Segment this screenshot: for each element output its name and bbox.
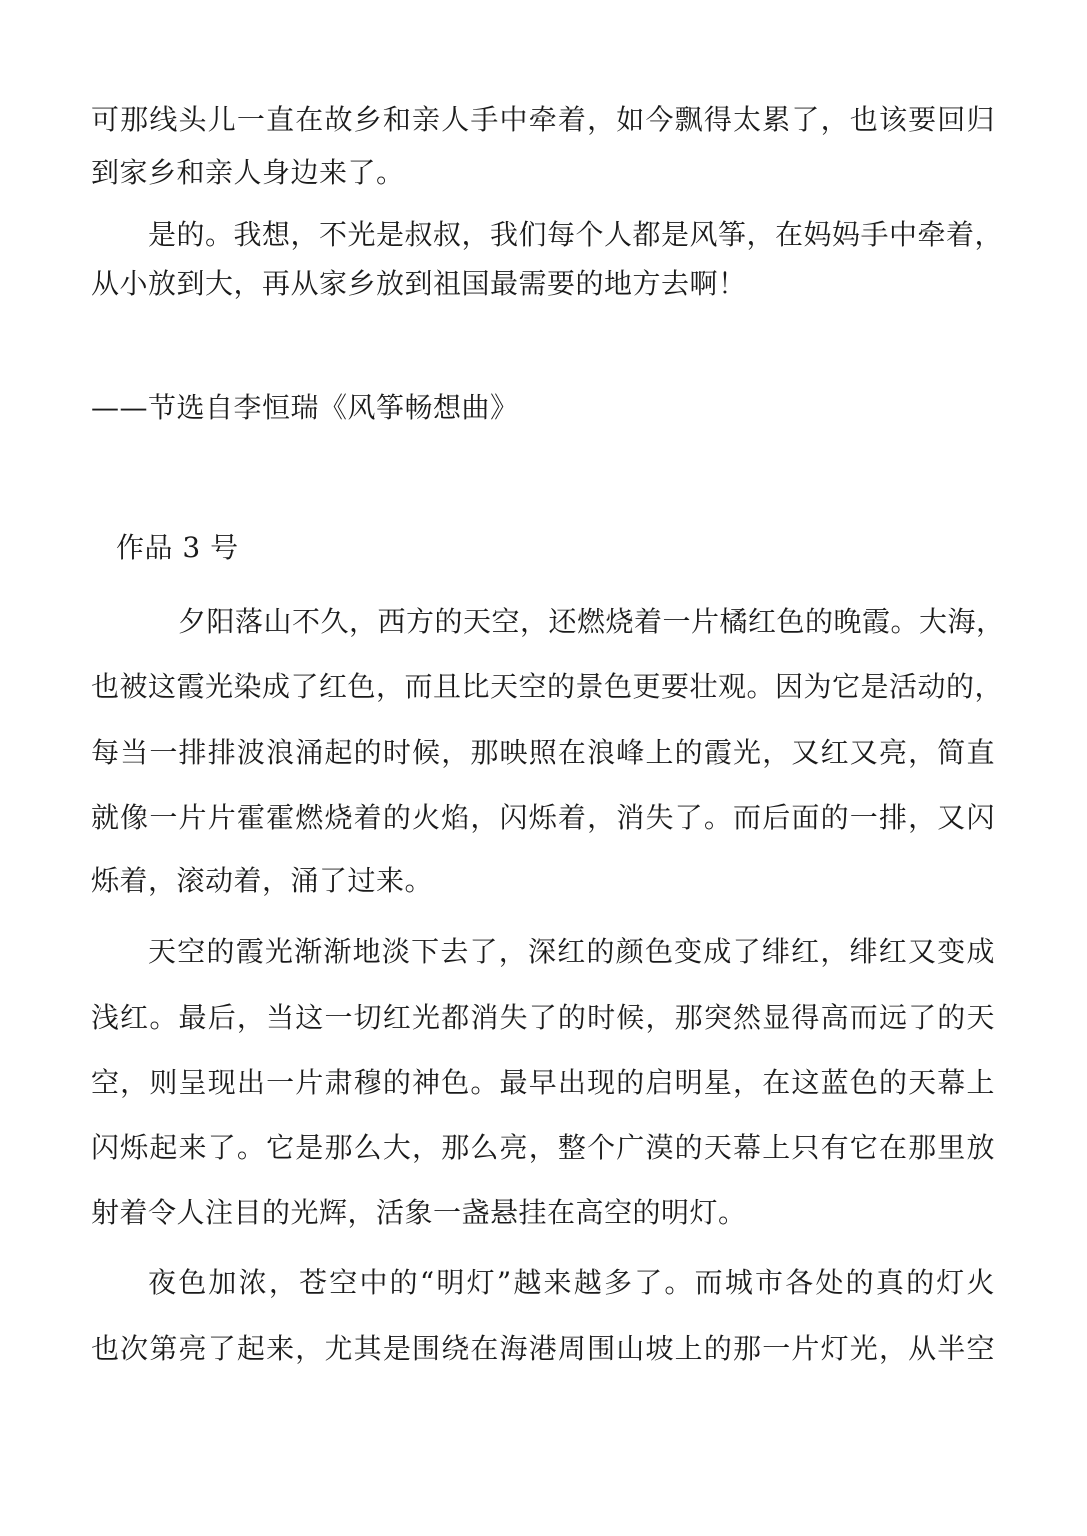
text-line: 射着令人注目的光辉，活象一盏悬挂在高空的明灯。 [91, 1196, 747, 1229]
paragraph-first-line: 天空的霞光渐渐地淡下去了，深红的颜色变成了绯红，绯红又变成 [148, 935, 995, 968]
work-title: 作品 3 号 [116, 531, 239, 564]
text-line: 每当一排排波浪涌起的时候，那映照在浪峰上的霞光，又红又亮，简直 [91, 736, 995, 769]
text-line: 浅红。最后，当这一切红光都消失了的时候，那突然显得高而远了的天 [91, 1001, 995, 1034]
paragraph-first-line: 夜色加浓，苍空中的“明灯”越来越多了。而城市各处的真的灯火 [148, 1266, 995, 1299]
text-line: 空，则呈现出一片肃穆的神色。最早出现的启明星，在这蓝色的天幕上 [91, 1066, 995, 1099]
text-line: 到家乡和亲人身边来了。 [91, 156, 405, 189]
text-line: 可那线头儿一直在故乡和亲人手中牵着，如今飘得太累了，也该要回归 [91, 103, 995, 136]
text-line: 也次第亮了起来，尤其是围绕在海港周围山坡上的那一片灯光，从半空 [91, 1332, 995, 1365]
text-line: 闪烁起来了。它是那么大，那么亮，整个广漠的天幕上只有它在那里放 [91, 1131, 995, 1164]
paragraph-first-line: 夕阳落山不久，西方的天空，还燃烧着一片橘红色的晚霞。大海， [178, 605, 1005, 638]
paragraph-first-line: 是的。我想，不光是叔叔，我们每个人都是风筝，在妈妈手中牵着， [148, 218, 1004, 251]
text-line: 就像一片片霍霍燃烧着的火焰，闪烁着，消失了。而后面的一排，又闪 [91, 801, 995, 834]
source-attribution: ——节选自李恒瑞《风筝畅想曲》 [91, 391, 519, 424]
text-line: 也被这霞光染成了红色，而且比天空的景色更要壮观。因为它是活动的， [91, 670, 1004, 703]
text-line: 烁着，滚动着，涌了过来。 [91, 864, 434, 897]
text-line: 从小放到大，再从家乡放到祖国最需要的地方去啊！ [91, 267, 747, 300]
